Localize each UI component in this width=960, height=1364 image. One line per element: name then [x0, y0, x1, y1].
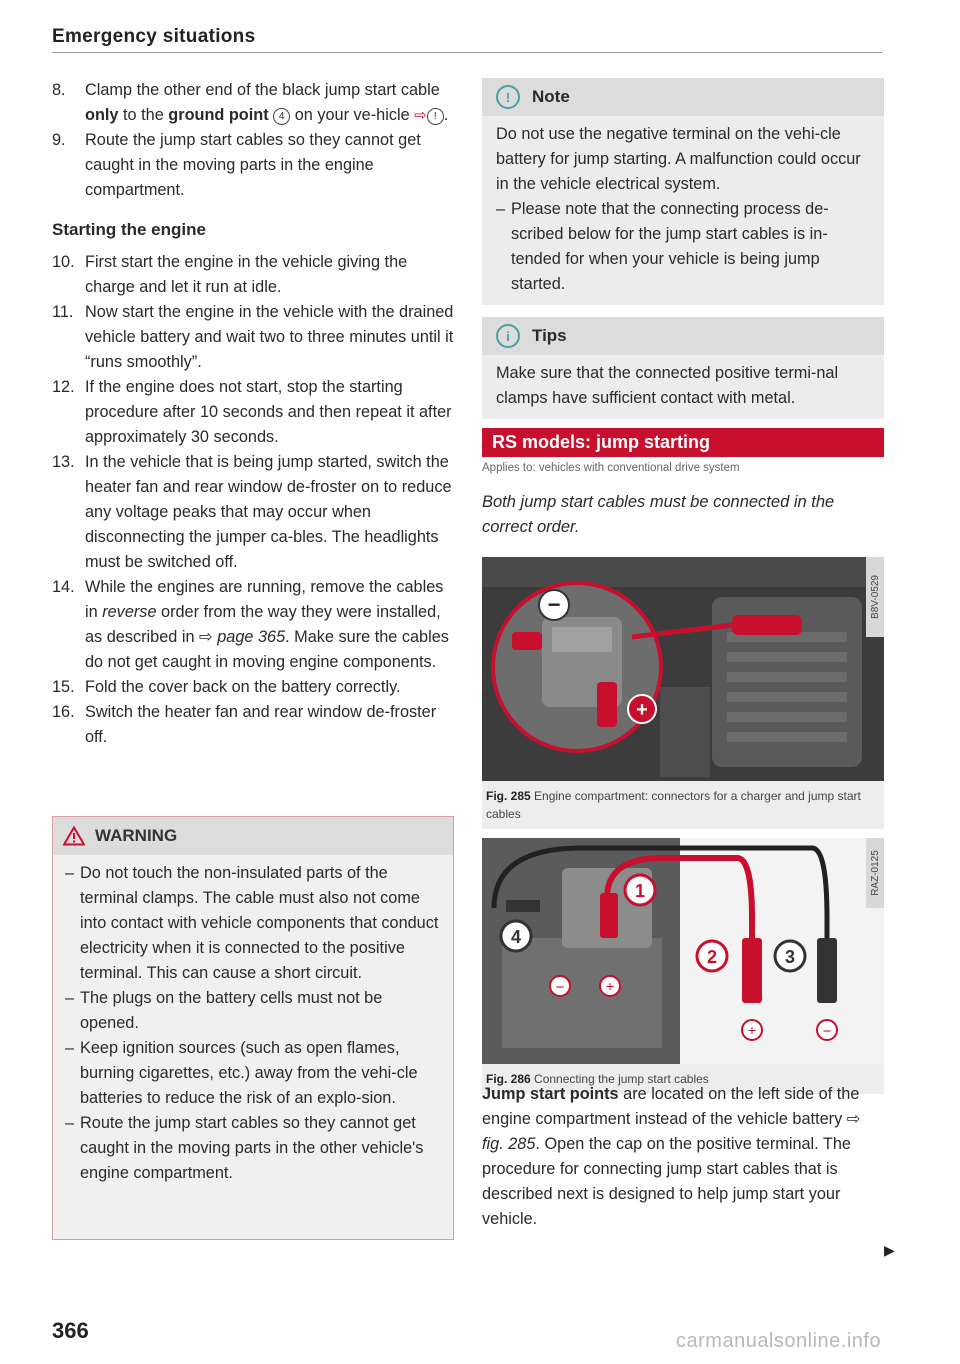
callout-4: 4: [510, 927, 522, 947]
step-13: 13. In the vehicle that is being jump started, switch the heater fan and rear window de-froster on to reduce any voltage peaks that may occur when disconnecting the jumper ca-bles. The headlights must be switched off.: [52, 453, 452, 571]
figure-code: RAZ-0125: [870, 850, 881, 896]
header-divider: [52, 52, 882, 53]
cross-ref-arrow-icon[interactable]: ⇨: [414, 107, 427, 124]
section-intro: Both jump start cables must be connected in the correct order.: [482, 493, 835, 536]
jump-cable-connection-illustration: [482, 838, 884, 1064]
watermark: carmanualsonline.info: [676, 1330, 882, 1352]
figure-code: B8V-0529: [870, 575, 881, 619]
step-10: 10. First start the engine in the vehicle giving the charge and let it run at idle.: [52, 253, 408, 296]
figure-caption: Fig. 286 Connecting the jump start cables: [486, 1072, 709, 1086]
ground-minus-label: −: [555, 979, 565, 996]
terminal-plus-label: +: [605, 978, 615, 994]
note-box: [482, 78, 884, 305]
figure-caption: Fig. 285 Engine compartment: connectors for a charger and jump start cables: [486, 789, 861, 821]
callout-4-icon: 4: [273, 108, 290, 125]
step-15: 15. Fold the cover back on the battery correctly.: [52, 678, 401, 696]
fig-285-link[interactable]: ⇨ fig. 285: [482, 1110, 861, 1153]
step-8: 8. Clamp the other end of the black jump start cable only to the ground point 4 on your ve-hicle ⇨ ! .: [52, 81, 449, 124]
step-9: 9. Route the jump start cables so they cannot get caught in the moving parts in the engine compartment.: [52, 131, 421, 199]
tips-title: Tips: [532, 326, 567, 345]
step-14: 14. While the engines are running, remove the cables in reverse order from the way they were installed, as described in ⇨ page 365. Make sure the cables do not get caught in moving engine components.: [52, 578, 449, 671]
warning-header: [53, 817, 453, 855]
warning-item: – The plugs on the battery cells must not be opened.: [65, 989, 383, 1032]
note-exclamation-icon: !: [496, 85, 520, 109]
warning-box: [52, 816, 454, 1240]
warning-body: [53, 855, 453, 1186]
callout-2: 2: [706, 947, 718, 967]
note-title: Note: [532, 87, 570, 106]
callout-3: 3: [784, 947, 796, 967]
warning-triangle-icon: [63, 826, 85, 846]
note-item: – Please note that the connecting process de-scribed below for the jump start cables is in-tended for when your vehicle is being jump started.: [496, 200, 829, 293]
right-column: [482, 78, 884, 419]
section-title: Emergency situations: [52, 26, 256, 47]
warning-item: – Route the jump start cables so they cannot get caught in the moving parts in the other vehicle's engine compartment.: [65, 1114, 424, 1182]
step-16: 16. Switch the heater fan and rear window de-froster off.: [52, 703, 437, 746]
warning-title: WARNING: [95, 826, 178, 845]
warning-item: – Keep ignition sources (such as open flames, burning cigarettes, etc.) away from the vehi-cle batteries to reduce the risk of an explo-sion.: [65, 1039, 418, 1107]
applies-to: Applies to: vehicles with conventional drive system: [482, 462, 740, 474]
tips-info-icon: i: [496, 324, 520, 348]
starting-heading: Starting the engine: [52, 220, 206, 239]
rs-section-title: RS models: jump starting: [482, 428, 884, 457]
warning-item: – Do not touch the non-insulated parts of the terminal clamps. The cable must also not come into contact with vehicle components that conduct electricity when it is connected to the positive terminal. This can cause a short circuit.: [65, 864, 439, 982]
jump-start-points-paragraph: Jump start points are located on the left side of the engine compartment instead of the vehicle battery ⇨ fig. 285. Open the cap on the positive terminal. The procedure for connecting jump start cables that is described next is designed to help jump start your vehicle.: [482, 1085, 861, 1228]
left-column: [52, 78, 454, 750]
negative-terminal-label: −: [547, 592, 561, 617]
page-number: 366: [52, 1318, 89, 1343]
callout-1: 1: [634, 881, 646, 901]
step-12: 12. If the engine does not start, stop the starting procedure after 10 seconds and then repeat it after approximately 30 seconds.: [52, 378, 452, 446]
page-365-link[interactable]: ⇨ page 365: [199, 628, 286, 646]
step-11: 11. Now start the engine in the vehicle with the drained vehicle battery and wait two to three minutes until it “runs smoothly”.: [52, 303, 454, 371]
figure-285: [482, 557, 884, 829]
caution-icon: !: [427, 108, 444, 125]
engine-compartment-illustration: [482, 557, 884, 781]
tips-text: Make sure that the connected positive termi-nal clamps have sufficient contact with metal.: [496, 364, 839, 407]
positive-terminal-label: +: [636, 699, 648, 721]
figure-286: [482, 838, 884, 1094]
continue-arrow-icon: ▶: [884, 1242, 895, 1258]
red-clamp-plus-label: +: [747, 1022, 757, 1038]
note-text: Do not use the negative terminal on the vehi-cle battery for jump starting. A malfunction could occur in the vehicle electrical system.: [496, 125, 861, 193]
tips-box: [482, 317, 884, 419]
black-clamp-minus-label: −: [822, 1023, 832, 1040]
